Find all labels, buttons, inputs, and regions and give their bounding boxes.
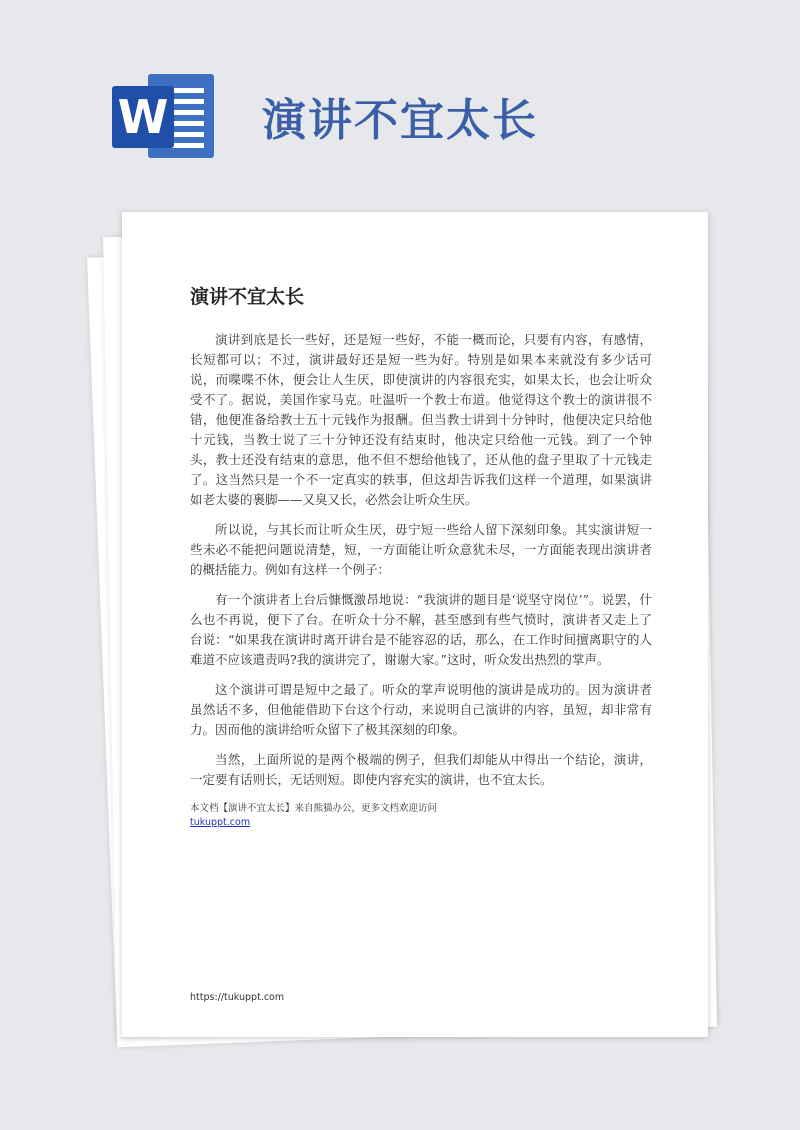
source-link[interactable]: tukuppt.com — [190, 817, 251, 828]
document-title: 演讲不宜太长 — [190, 286, 305, 308]
paragraph-1: 演讲到底是长一些好，还是短一些好，不能一概而论，只要有内容，有感情，长短都可以；不过，演讲最好还是短一些为好。特别是如果本来就没有多少话可说，而喋喋不休，便会让人生厌，即使演讲的内容很充实，如果太长，也会让听众受不了。据说，美国作家马克。吐温听一个教士布道。他觉得这个教士的演讲很不错，他便准备给教士五十元钱作为报酬。但当教士讲到十分钟时，他便决定只给他十元钱，当教士说了三十分钟还没有结束时，他决定只给他一元钱。到了一个钟头，教士还没有结束的意思，他不但不想给他钱了，还从他的盘子里取了十元钱走了。这当然只是一个不一定真实的轶事，但这却告诉我们这样一个道理，如果演讲如老太婆的裹脚——又臭又长，必然会让听众生厌。 — [190, 332, 652, 507]
paragraph-5: 当然，上面所说的是两个极端的例子，但我们却能从中得出一个结论，演讲，一定要有话则长，无话则短。即使内容充实的演讲，也不宜太长。 — [190, 752, 652, 787]
word-document-icon — [112, 74, 216, 158]
paragraph-2: 所以说，与其长而让听众生厌，毋宁短一些给人留下深刻印象。其实演讲短一些未必不能把问题说清楚，短，一方面能让听众意犹未尽，一方面能表现出演讲者的概括能力。例如有这样一个例子： — [190, 522, 652, 577]
word-letter-badge: W — [112, 86, 174, 148]
header-banner — [0, 0, 800, 200]
banner-title: 演讲不宜太长 — [262, 95, 538, 146]
paragraph-4: 这个演讲可谓是短中之最了。听众的掌声说明他的演讲是成功的。因为演讲者虽然话不多，但他能借助下台这个行动，来说明自己演讲的内容，虽短，却非常有力。因而他的演讲给听众留下了极其深刻的印象。 — [190, 682, 652, 737]
paragraph-3: 有一个演讲者上台后慷慨激昂地说：“我演讲的题目是‘说坚守岗位’”。说罢，什么也不再说，便下了台。在听众十分不解，甚至感到有些气愤时，演讲者又走上了台说：“如果我在演讲时离开讲台是不能容忍的话，那么，在工作时间擅离职守的人难道不应该遣责吗?我的演讲完了，谢谢大家。”这时，听众发出热烈的掌声。 — [190, 592, 652, 667]
source-note — [190, 802, 437, 830]
document-body — [190, 330, 652, 800]
page-footer-url: https://tukuppt.com — [190, 992, 285, 1003]
source-note-text: 本文档【演讲不宜太长】来自熊猫办公，更多文档欢迎访问 — [190, 803, 438, 814]
document-page — [122, 212, 708, 1037]
